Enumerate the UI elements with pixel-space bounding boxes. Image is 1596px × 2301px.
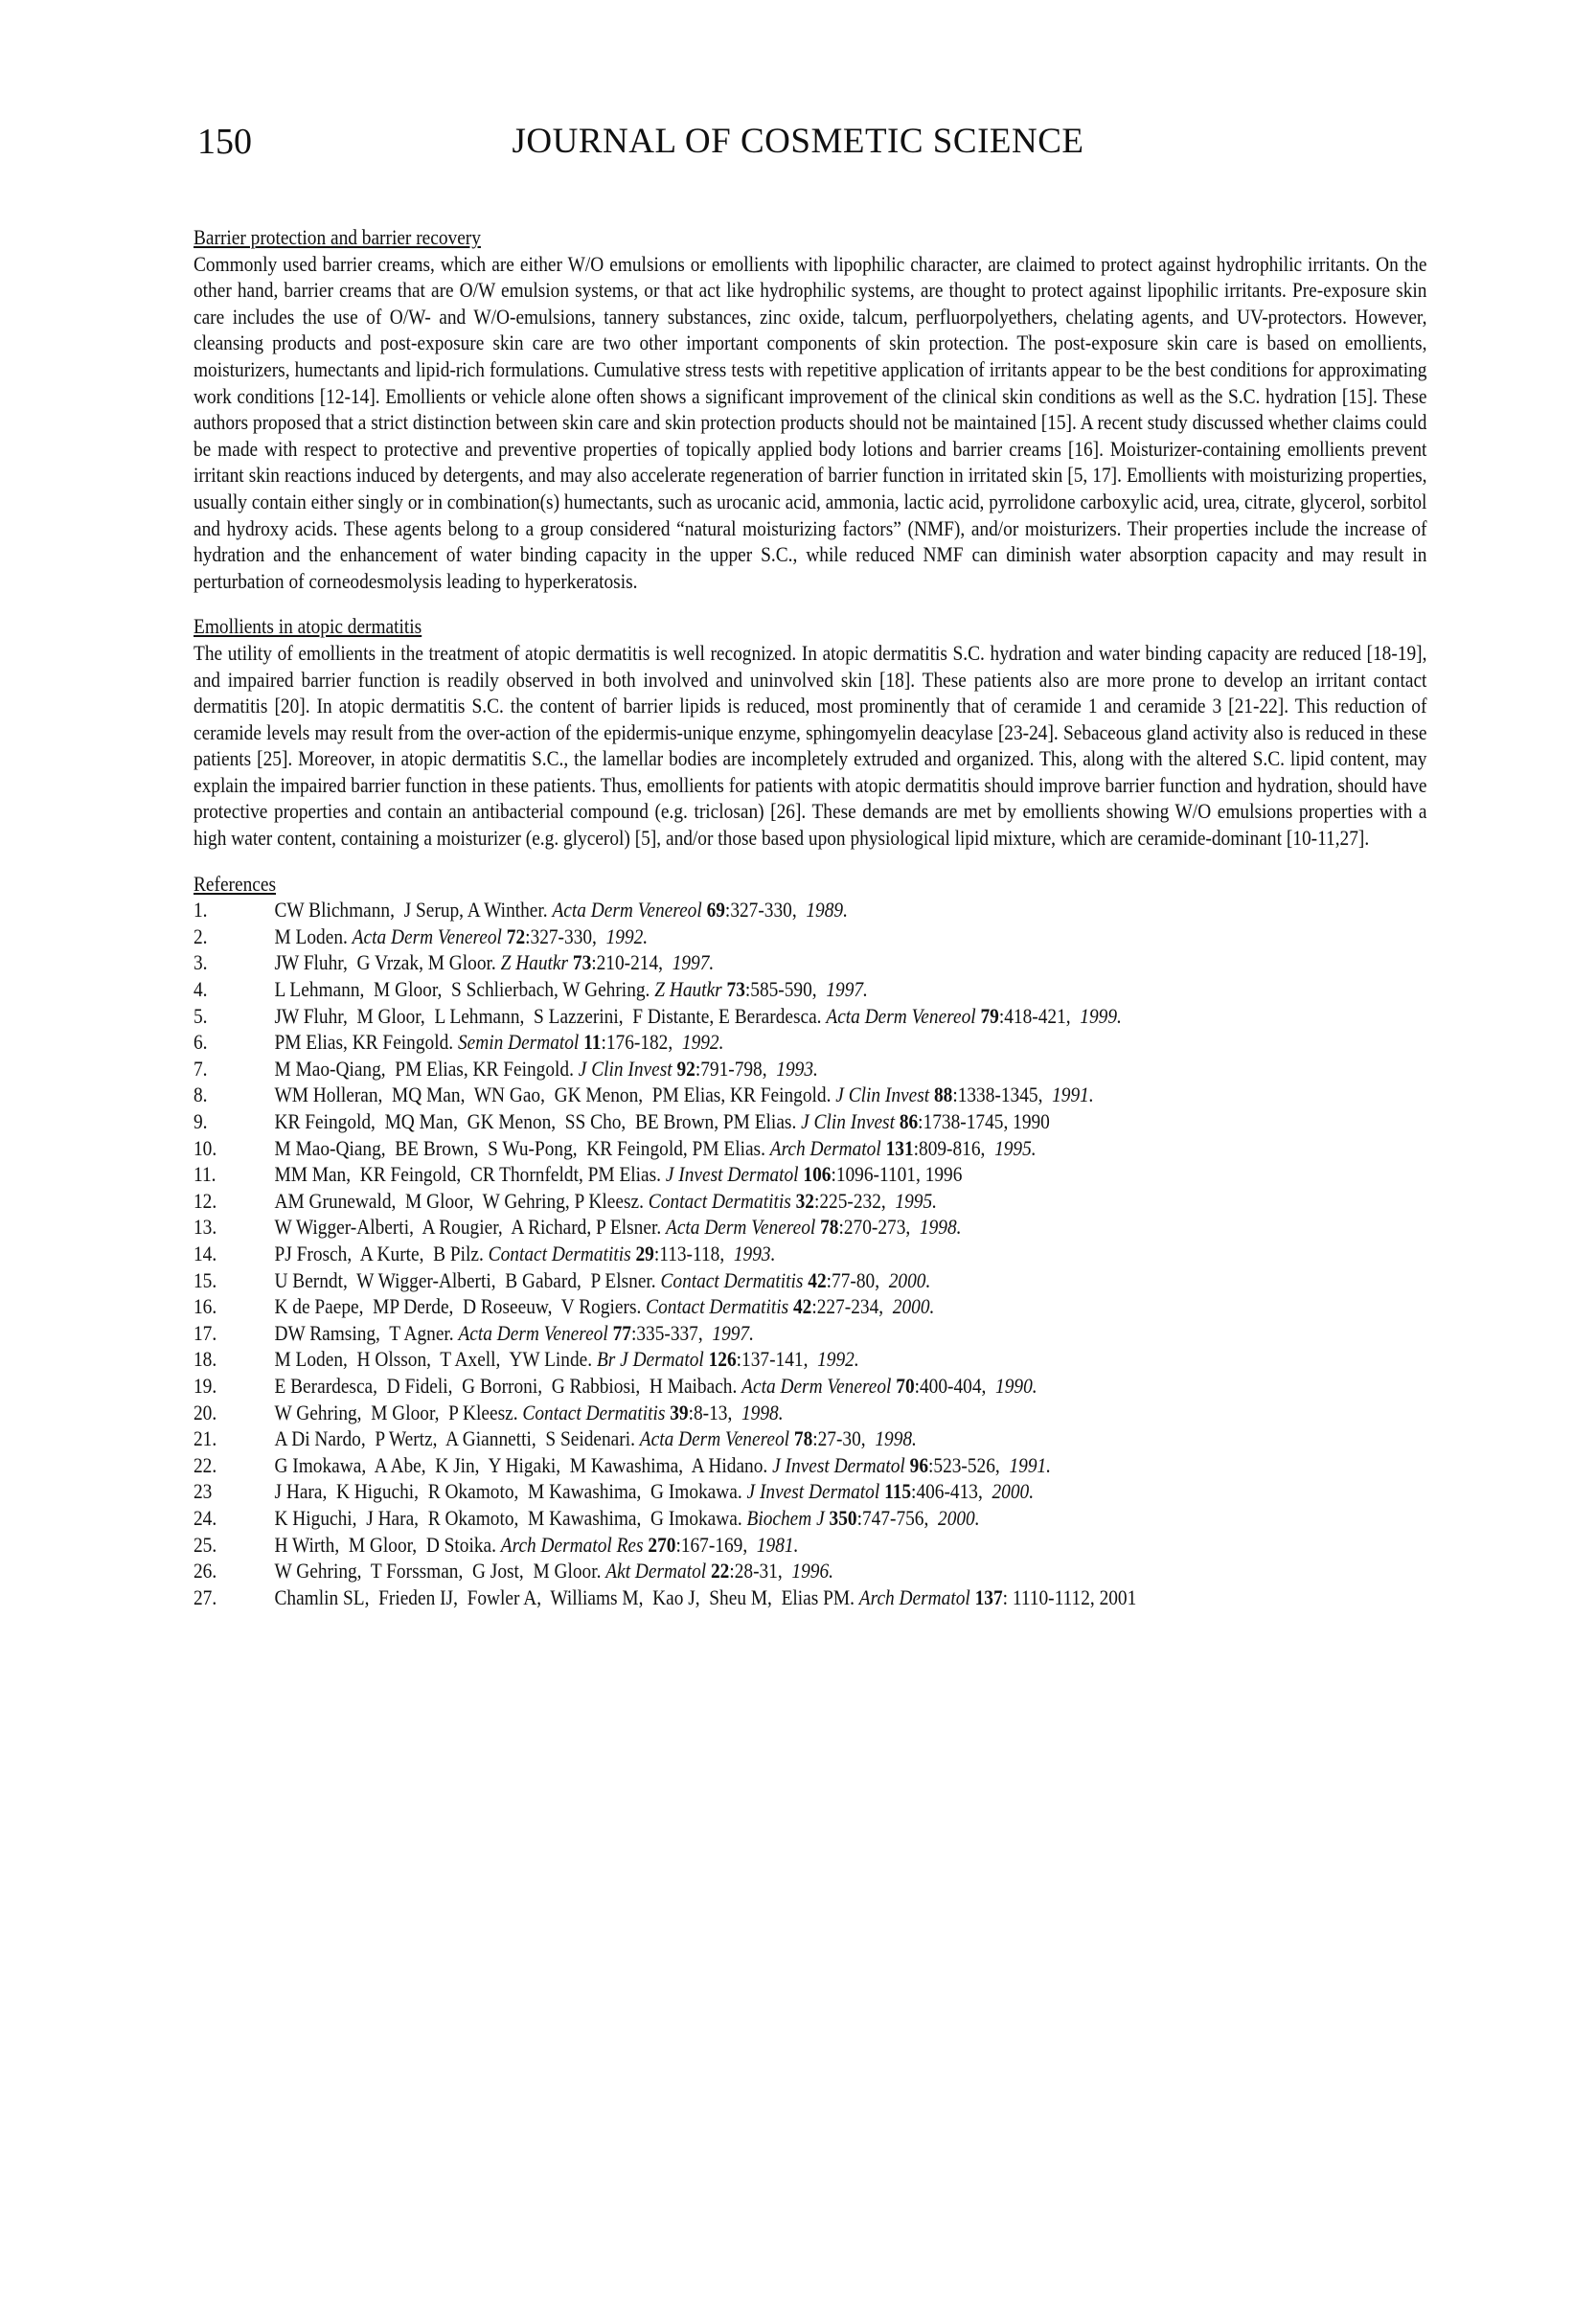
reference-authors: J Hara, K Higuchi, R Okamoto, M Kawashima, G Imokawa. [274, 1479, 747, 1504]
reference-item [194, 1425, 1426, 1452]
reference-journal: Contact Dermatitis [488, 1241, 636, 1265]
reference-pages: :8-13, [688, 1400, 741, 1424]
reference-item [194, 1188, 1426, 1215]
reference-authors: JW Fluhr, G Vrzak, M Gloor. [274, 950, 501, 975]
reference-volume: 29 [635, 1241, 654, 1265]
reference-authors: M Mao-Qiang, PM Elias, KR Feingold. [274, 1056, 579, 1081]
reference-number: 5. [194, 1003, 208, 1028]
reference-pages: :113-118, [653, 1241, 734, 1265]
reference-pages: :406-413, [911, 1479, 992, 1504]
section-heading: Barrier protection and barrier recovery [194, 225, 481, 249]
reference-journal: Semin Dermatol [457, 1030, 584, 1055]
reference-item [194, 1161, 1426, 1188]
reference-pages: :167-169, [675, 1532, 757, 1557]
reference-item [194, 1505, 1426, 1532]
reference-year: 1993. [776, 1056, 818, 1081]
reference-journal: Akt Dermatol [605, 1559, 711, 1583]
reference-journal: Acta Derm Venereol [352, 923, 507, 948]
reference-pages: :523-526, [928, 1452, 1010, 1477]
reference-authors: W Wigger-Alberti, A Rougier, A Richard, P Elsner. [274, 1215, 667, 1240]
reference-number: 26. [194, 1559, 217, 1583]
reference-pages: :327-330, [724, 898, 807, 923]
reference-volume: 96 [909, 1452, 929, 1477]
reference-pages: :335-337, [630, 1320, 713, 1345]
reference-year: 2000. [892, 1294, 935, 1319]
reference-year: 1997. [826, 977, 868, 1002]
reference-year: 1993. [733, 1241, 776, 1265]
reference-year: 1996 [924, 1162, 963, 1187]
reference-volume: 32 [795, 1188, 814, 1213]
reference-year: 2000. [888, 1267, 931, 1292]
reference-volume: 78 [793, 1426, 813, 1451]
reference-number: 19. [194, 1373, 217, 1398]
reference-item [194, 1293, 1426, 1320]
reference-item [194, 1452, 1426, 1479]
reference-volume: 131 [885, 1135, 914, 1160]
reference-number: 15. [194, 1267, 217, 1292]
reference-journal: Contact Dermatitis [522, 1400, 671, 1424]
reference-pages: :210-214, [591, 950, 673, 975]
reference-year: 1989. [806, 898, 848, 923]
reference-volume: 77 [612, 1320, 631, 1345]
reference-number: 11. [194, 1162, 217, 1187]
reference-pages: :27-30, [812, 1426, 876, 1451]
reference-authors: WM Holleran, MQ Man, WN Gao, GK Menon, PM Elias, KR Feingold. [274, 1082, 836, 1107]
reference-authors: W Gehring, M Gloor, P Kleesz. [274, 1400, 523, 1424]
reference-number: 23 [194, 1479, 213, 1504]
reference-journal: Arch Dermatol [769, 1135, 886, 1160]
reference-authors: L Lehmann, M Gloor, S Schlierbach, W Gehring. [274, 977, 655, 1002]
reference-item [194, 976, 1426, 1003]
reference-authors: M Mao-Qiang, BE Brown, S Wu-Pong, KR Feingold, PM Elias. [274, 1135, 770, 1160]
reference-volume: 137 [974, 1584, 1003, 1609]
reference-year: 1997. [672, 950, 715, 975]
reference-year: 1998. [741, 1400, 784, 1424]
reference-volume: 350 [829, 1505, 857, 1530]
section-heading: Emollients in atopic dermatitis [194, 614, 422, 639]
reference-authors: DW Ramsing, T Agner. [274, 1320, 459, 1345]
reference-pages: :585-590, [744, 977, 827, 1002]
reference-year: 1990. [995, 1373, 1037, 1398]
reference-journal: Arch Dermatol [858, 1584, 975, 1609]
reference-item [194, 1478, 1426, 1505]
reference-volume: 70 [896, 1373, 915, 1398]
reference-volume: 92 [676, 1056, 695, 1081]
reference-pages: :176-182, [601, 1030, 682, 1055]
reference-pages: :809-816, [913, 1135, 995, 1160]
reference-volume: 86 [899, 1109, 919, 1133]
reference-item [194, 1320, 1426, 1347]
reference-journal: Biochem J [746, 1505, 830, 1530]
reference-journal: Contact Dermatitis [660, 1267, 809, 1292]
reference-year: 1999. [1080, 1003, 1122, 1028]
reference-pages: :137-141, [736, 1347, 818, 1372]
reference-year: 1990 [1013, 1109, 1050, 1133]
reference-volume: 39 [670, 1400, 689, 1424]
reference-item [194, 1214, 1426, 1241]
reference-journal: Acta Derm Venereol [826, 1003, 981, 1028]
reference-volume: 106 [803, 1162, 832, 1187]
reference-number: 24. [194, 1505, 217, 1530]
reference-pages: : 1110-1112, [1002, 1584, 1100, 1609]
reference-item [194, 1267, 1426, 1294]
reference-authors: AM Grunewald, M Gloor, W Gehring, P Kleesz. [274, 1188, 649, 1213]
reference-item [194, 1584, 1426, 1611]
reference-pages: :327-330, [525, 923, 606, 948]
reference-item [194, 1558, 1426, 1584]
reference-authors: W Gehring, T Forssman, G Jost, M Gloor. [274, 1559, 606, 1583]
reference-year: 1998. [919, 1215, 962, 1240]
reference-year: 1995. [895, 1188, 937, 1213]
reference-number: 17. [194, 1320, 217, 1345]
reference-journal: J Invest Dermatol [746, 1479, 885, 1504]
reference-volume: 88 [933, 1082, 953, 1107]
page-number: 150 [197, 122, 252, 162]
reference-item [194, 1108, 1426, 1135]
reference-authors: A Di Nardo, P Wertz, A Giannetti, S Seidenari. [274, 1426, 640, 1451]
reference-authors: JW Fluhr, M Gloor, L Lehmann, S Lazzerini, F Distante, E Berardesca. [274, 1003, 827, 1028]
reference-year: 2000. [992, 1479, 1035, 1504]
reference-number: 2. [194, 923, 208, 948]
reference-pages: :270-273, [838, 1215, 920, 1240]
reference-number: 8. [194, 1082, 208, 1107]
reference-pages: :791-798, [695, 1056, 777, 1081]
reference-number: 14. [194, 1241, 217, 1265]
reference-year: 1981. [756, 1532, 799, 1557]
reference-number: 9. [194, 1109, 208, 1133]
reference-authors: H Wirth, M Gloor, D Stoika. [274, 1532, 501, 1557]
reference-year: 2001 [1099, 1584, 1137, 1609]
reference-volume: 115 [884, 1479, 912, 1504]
reference-authors: MM Man, KR Feingold, CR Thornfeldt, PM Elias. [274, 1162, 666, 1187]
reference-year: 1996. [791, 1559, 833, 1583]
reference-year: 1991. [1009, 1452, 1052, 1477]
reference-year: 1992. [605, 923, 649, 948]
reference-volume: 42 [792, 1294, 812, 1319]
reference-item [194, 1135, 1426, 1162]
reference-item [194, 949, 1426, 976]
reference-volume: 73 [726, 977, 745, 1002]
reference-journal: J Clin Invest [835, 1082, 934, 1107]
reference-item [194, 1346, 1426, 1373]
reference-item [194, 1400, 1426, 1426]
reference-pages: :418-421, [998, 1003, 1081, 1028]
reference-year: 1992. [681, 1030, 724, 1055]
reference-pages: :1096-1101, [831, 1162, 925, 1187]
references-list [194, 897, 1426, 1610]
reference-year: 1998. [875, 1426, 917, 1451]
reference-number: 1. [194, 898, 208, 923]
reference-authors: K de Paepe, MP Derde, D Roseeuw, V Rogiers. [274, 1294, 647, 1319]
reference-number: 27. [194, 1584, 217, 1609]
reference-journal: J Clin Invest [801, 1109, 900, 1133]
reference-item [194, 1003, 1426, 1030]
reference-authors: M Loden. [274, 923, 353, 948]
reference-number: 21. [194, 1426, 217, 1451]
reference-journal: J Invest Dermatol [665, 1162, 804, 1187]
reference-authors: KR Feingold, MQ Man, GK Menon, SS Cho, BE Brown, PM Elias. [274, 1109, 802, 1133]
reference-pages: :1738-1745, [918, 1109, 1014, 1133]
reference-number: 3. [194, 950, 208, 975]
reference-volume: 69 [706, 898, 725, 923]
reference-pages: :227-234, [811, 1294, 893, 1319]
reference-volume: 79 [980, 1003, 999, 1028]
reference-pages: :747-756, [856, 1505, 939, 1530]
reference-item [194, 1029, 1426, 1056]
reference-authors: U Berndt, W Wigger-Alberti, B Gabard, P Elsner. [274, 1267, 661, 1292]
reference-volume: 78 [820, 1215, 839, 1240]
section-paragraph: The utility of emollients in the treatment of atopic dermatitis is well recognized. In atopic dermatitis S.C. hydration and water binding capacity are reduced [18-19], and impaired barrier function is readily observed in both involved and uninvolved skin [18]. These patients also are more prone to develop an irritant contact dermatitis [20]. In atopic dermatitis S.C. the content of barrier lipids is reduced, most prominently that of ceramide 1 and ceramide 3 [21-22]. This reduction of ceramide levels may result from the over-action of the epidermis-unique enzyme, sphingomyelin deacylase [23-24]. Sebaceous gland activity also is reduced in these patients [25]. Moreover, in atopic dermatitis S.C., the lamellar bodies are incompletely extruded and organized. This, along with the altered S.C. lipid content, may explain the impaired barrier function in these patients. Thus, emollients for patients with atopic dermatitis should improve barrier function and hydration, should have protective properties and contain an antibacterial compound (e.g. triclosan) [26]. These demands are met by emollients showing W/O emulsions properties with a high water content, containing a moisturizer (e.g. glycerol) [5], and/or those based upon physiological lipid mixture, which are ceramide-dominant [10-11,27]. [194, 640, 1427, 851]
reference-number: 13. [194, 1215, 217, 1240]
reference-item [194, 1241, 1426, 1267]
reference-pages: :77-80, [826, 1267, 889, 1292]
reference-journal: Z Hautkr [654, 977, 727, 1002]
reference-journal: Acta Derm Venereol [458, 1320, 613, 1345]
reference-journal: Acta Derm Venereol [666, 1215, 821, 1240]
reference-volume: 42 [808, 1267, 827, 1292]
reference-volume: 72 [506, 923, 526, 948]
reference-authors: PJ Frosch, A Kurte, B Pilz. [274, 1241, 489, 1265]
section-paragraph: Commonly used barrier creams, which are either W/O emulsions or emollients with lipophilic character, are claimed to protect against hydrophilic irritants. On the other hand, barrier creams that are O/W emulsion systems, or that act like hydrophilic systems, are thought to protect against lipophilic irritants. Pre-exposure skin care includes the use of O/W- and W/O-emulsions, tannery substances, zinc oxide, talcum, perfluorpolyethers, chelating agents, and UV-protectors. However, cleansing products and post-exposure skin care are two other important components of skin protection. The post-exposure skin care is based on emollients, moisturizers, humectants and lipid-rich formulations. Cumulative stress tests with repetitive application of irritants appear to be the best conditions for approximating work conditions [12-14]. Emollients or vehicle alone often shows a significant improvement of the clinical skin conditions as well as the S.C. hydration [15]. These authors proposed that a strict distinction between skin care and skin protection products should not be maintained [15]. A recent study discussed whether claims could be made with respect to protective and preventive properties of topically applied body lotions and barrier creams [16]. Moisturizer-containing emollients prevent irritant skin reactions induced by detergents, and may also accelerate regeneration of barrier function in irritated skin [5, 17]. Emollients with moisturizing properties, usually contain either singly or in combination(s) humectants, such as urocanic acid, ammonia, lactic acid, pyrrolidone carboxylic acid, urea, citrate, glycerol, sorbitol and hydroxy acids. These agents belong to a group considered “natural moisturizing factors” (NMF), and/or moisturizers. Their properties include the increase of hydration and the enhancement of water binding capacity in the upper S.C., while reduced NMF can diminish water absorption capacity and may result in perturbation of corneodesmolysis leading to hyperkeratosis. [194, 251, 1427, 593]
reference-year: 1997. [712, 1320, 754, 1345]
reference-journal: Acta Derm Venereol [741, 1373, 897, 1398]
reference-authors: G Imokawa, A Abe, K Jin, Y Higaki, M Kawashima, A Hidano. [274, 1452, 773, 1477]
reference-number: 12. [194, 1188, 217, 1213]
reference-journal: J Clin Invest [578, 1056, 677, 1081]
reference-pages: :225-232, [813, 1188, 896, 1213]
references-heading: References [194, 871, 276, 896]
reference-journal: Arch Dermatol Res [500, 1532, 649, 1557]
reference-number: 4. [194, 977, 208, 1002]
reference-volume: 73 [572, 950, 592, 975]
reference-volume: 270 [648, 1532, 676, 1557]
reference-authors: K Higuchi, J Hara, R Okamoto, M Kawashima, G Imokawa. [274, 1505, 747, 1530]
reference-item [194, 1373, 1426, 1400]
reference-year: 1992. [817, 1347, 859, 1372]
reference-number: 16. [194, 1294, 217, 1319]
reference-journal: Acta Derm Venereol [639, 1426, 794, 1451]
reference-journal: J Invest Dermatol [772, 1452, 910, 1477]
reference-number: 22. [194, 1452, 217, 1477]
reference-item [194, 897, 1426, 923]
reference-item [194, 923, 1426, 950]
reference-number: 25. [194, 1532, 217, 1557]
reference-journal: Br J Dermatol [596, 1347, 709, 1372]
reference-pages: :28-31, [729, 1559, 792, 1583]
reference-authors: E Berardesca, D Fideli, G Borroni, G Rabbiosi, H Maibach. [274, 1373, 742, 1398]
reference-authors: PM Elias, KR Feingold. [274, 1030, 458, 1055]
reference-number: 7. [194, 1056, 208, 1081]
reference-number: 18. [194, 1347, 217, 1372]
reference-journal: Acta Derm Venereol [552, 898, 707, 923]
reference-year: 1995. [994, 1135, 1037, 1160]
reference-year: 2000. [938, 1505, 980, 1530]
reference-volume: 126 [708, 1347, 737, 1372]
reference-authors: Chamlin SL, Frieden IJ, Fowler A, Williams M, Kao J, Sheu M, Elias PM. [274, 1584, 859, 1609]
reference-journal: Contact Dermatitis [646, 1294, 793, 1319]
reference-item [194, 1082, 1426, 1108]
journal-title: JOURNAL OF COSMETIC SCIENCE [512, 122, 1084, 161]
reference-journal: Contact Dermatitis [648, 1188, 796, 1213]
reference-pages: :1338-1345, [952, 1082, 1053, 1107]
reference-volume: 11 [583, 1030, 602, 1055]
reference-journal: Z Hautkr [500, 950, 573, 975]
reference-number: 6. [194, 1030, 208, 1055]
article-body [194, 224, 1426, 1610]
reference-item [194, 1532, 1426, 1559]
reference-authors: M Loden, H Olsson, T Axell, YW Linde. [274, 1347, 597, 1372]
reference-authors: CW Blichmann, J Serup, A Winther. [274, 898, 553, 923]
reference-volume: 22 [710, 1559, 730, 1583]
reference-number: 10. [194, 1135, 217, 1160]
reference-year: 1991. [1052, 1082, 1094, 1107]
reference-pages: :400-404, [914, 1373, 996, 1398]
reference-number: 20. [194, 1400, 217, 1424]
reference-item [194, 1056, 1426, 1082]
